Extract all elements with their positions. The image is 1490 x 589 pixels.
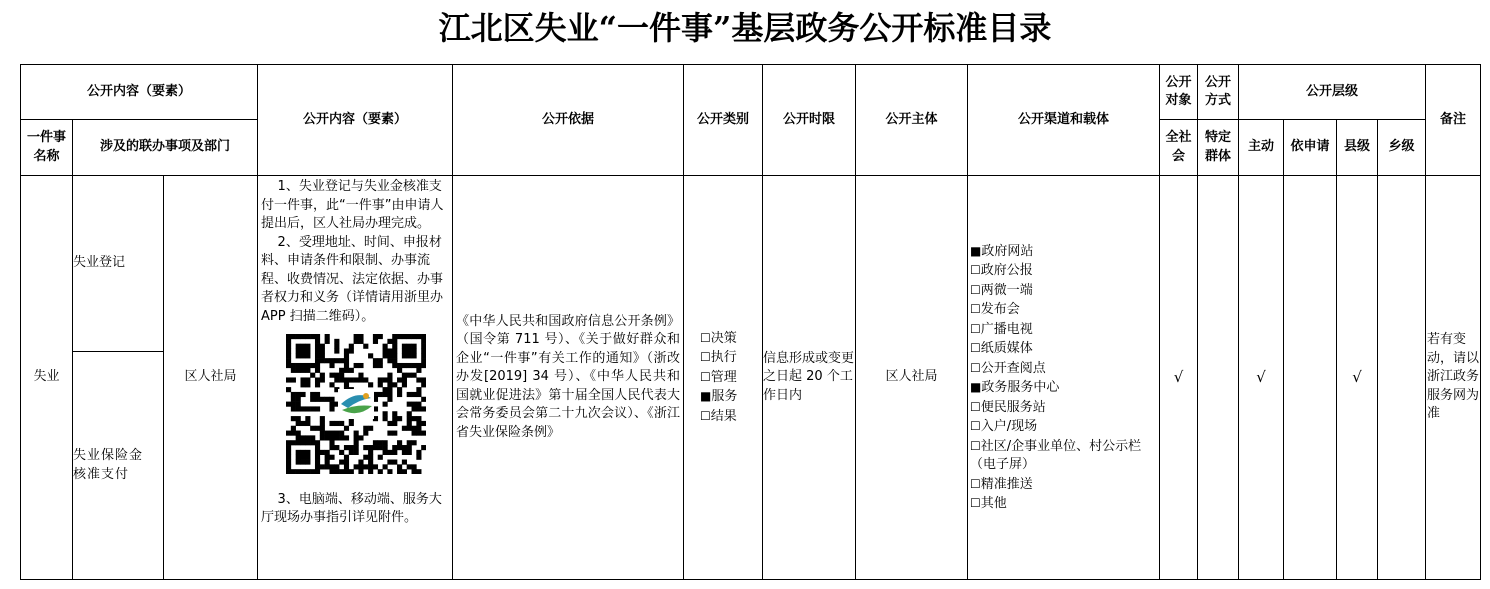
checkbox-icon: ☐ <box>970 302 981 316</box>
active-mark: √ <box>1239 176 1284 580</box>
channel-label: 广播电视 <box>980 321 1033 337</box>
qr-code-wrapper <box>261 326 450 491</box>
content-paragraph: 3、电脑端、移动端、服务大厅现场办事指引详见附件。 <box>261 491 442 525</box>
channel-label: 发布会 <box>980 302 1020 317</box>
category-item-management: ☐管理 <box>700 369 737 385</box>
checkbox-icon: ■ <box>970 380 982 394</box>
category-cell <box>684 176 763 580</box>
category-item-result: ☐结果 <box>700 408 737 424</box>
channel-item <box>970 417 1066 437</box>
checkbox-icon: ☐ <box>700 369 711 384</box>
channels-cell <box>968 176 1160 580</box>
page-title: 江北区失业“一件事”基层政务公开标准目录 <box>438 9 1052 47</box>
checkbox-icon: ☐ <box>700 408 711 423</box>
header-level: 公开层级 <box>1239 65 1426 120</box>
checkbox-icon: ☐ <box>700 330 711 345</box>
channel-item <box>970 281 1066 301</box>
checkbox-icon: ☐ <box>970 419 981 433</box>
checkbox-icon: ☐ <box>970 341 981 355</box>
checkbox-icon: ☐ <box>970 438 981 453</box>
checkbox-icon: ☐ <box>970 321 981 336</box>
channel-item <box>970 378 1157 398</box>
checkbox-icon: ☐ <box>970 496 981 510</box>
header-active: 主动 <box>1239 120 1284 176</box>
checkbox-icon: ☐ <box>970 263 981 277</box>
qr-code-image <box>286 334 426 474</box>
header-content-elements: 公开内容（要素） <box>21 65 258 120</box>
checkbox-icon: ☐ <box>970 399 981 414</box>
header-category: 公开类别 <box>684 65 763 176</box>
channel-item <box>970 398 1066 418</box>
category-item-service: ■服务 <box>700 389 738 405</box>
header-linked-items: 涉及的联办事项及部门 <box>73 120 258 176</box>
remark-cell: 若有变动，请以浙江政务服务网为准 <box>1426 176 1481 580</box>
checkbox-icon: ☐ <box>700 350 711 365</box>
checkbox-icon: ■ <box>700 389 712 404</box>
item-name-cell: 失业 <box>21 176 73 580</box>
channel-label: 政府公报 <box>980 263 1033 278</box>
channel-item <box>970 300 1066 320</box>
subject-cell: 区人社局 <box>856 176 968 580</box>
channel-item <box>970 437 1157 475</box>
channel-item <box>970 359 1066 379</box>
channel-item <box>970 261 1066 281</box>
header-on-request: 依申请 <box>1284 120 1337 176</box>
header-township: 乡级 <box>1378 120 1426 176</box>
header-county: 县级 <box>1337 120 1378 176</box>
channel-label: 入户/现场 <box>980 419 1038 434</box>
content-cell <box>258 176 453 580</box>
header-item-name: 一件事 名称 <box>21 120 73 176</box>
header-subject: 公开主体 <box>856 65 968 176</box>
channel-item <box>970 320 1066 340</box>
time-limit-cell: 信息形成或变更之日起 20 个工作日内 <box>763 176 856 580</box>
channel-item <box>970 242 1066 262</box>
checkbox-icon: ☐ <box>970 476 981 491</box>
township-mark <box>1378 176 1426 580</box>
header-specific-group: 特定 群体 <box>1198 120 1239 176</box>
header-time-limit: 公开时限 <box>763 65 856 176</box>
category-item-policy: ☐决策 <box>700 330 737 346</box>
header-content-elements-2: 公开内容（要素） <box>258 65 453 176</box>
channel-label: 政务服务中心 <box>981 380 1060 395</box>
basis-cell: 《中华人民共和国政府信息公开条例》（国令第 711 号）、《关于做好群众和企业“一件事”有关工作的通知》（浙改办发[2019] 34 号）、《中华人民共和国就业促进法》第十届全国人民代表大会常务委员会第二十九次会议）、《浙江省失业保险条例》 <box>453 176 684 580</box>
channel-label: 社区/企事业单位、村公示栏（电子屏） <box>970 438 1142 472</box>
channel-label: 精准推送 <box>980 476 1033 492</box>
checkbox-icon: ☐ <box>970 360 981 375</box>
channel-label: 纸质媒体 <box>980 341 1033 356</box>
channel-label: 便民服务站 <box>980 399 1046 415</box>
header-basis: 公开依据 <box>453 65 684 176</box>
header-remark: 备注 <box>1426 65 1481 176</box>
header-method: 公开 方式 <box>1198 65 1239 120</box>
catalog-table <box>20 64 1481 580</box>
channel-item <box>970 339 1066 359</box>
header-channels: 公开渠道和载体 <box>968 65 1160 176</box>
category-item-execution: ☐执行 <box>700 350 737 366</box>
specific-group-mark <box>1198 176 1239 580</box>
county-mark: √ <box>1337 176 1378 580</box>
channel-label: 其他 <box>980 496 1007 511</box>
whole-society-mark: √ <box>1160 176 1198 580</box>
channel-label: 公开查阅点 <box>980 360 1046 376</box>
linked-item-insurance-payment: 失业保险金 核准支付 <box>73 352 164 580</box>
channel-label: 两微一端 <box>980 282 1033 298</box>
content-paragraph: 1、失业登记与失业金核准支付一件事，此“一件事”由申请人提出后，区人社局办理完成。 <box>261 179 444 231</box>
header-whole-society: 全社 会 <box>1160 120 1198 176</box>
header-audience: 公开 对象 <box>1160 65 1198 120</box>
department-cell: 区人社局 <box>164 176 258 580</box>
channel-list <box>970 242 1157 514</box>
channel-item <box>970 475 1066 495</box>
channel-label: 政府网站 <box>981 243 1034 259</box>
channel-item <box>970 494 1066 514</box>
on-request-mark <box>1284 176 1337 580</box>
checkbox-icon: ☐ <box>970 282 981 297</box>
checkbox-icon: ■ <box>970 243 982 258</box>
linked-item-unemployment-registration: 失业登记 <box>73 176 164 352</box>
content-paragraph: 2、受理地址、时间、申报材料、申请条件和限制、办事流程、收费情况、法定依据、办事者权力和义务（详情请用浙里办 APP 扫描二维码）。 <box>261 234 448 324</box>
